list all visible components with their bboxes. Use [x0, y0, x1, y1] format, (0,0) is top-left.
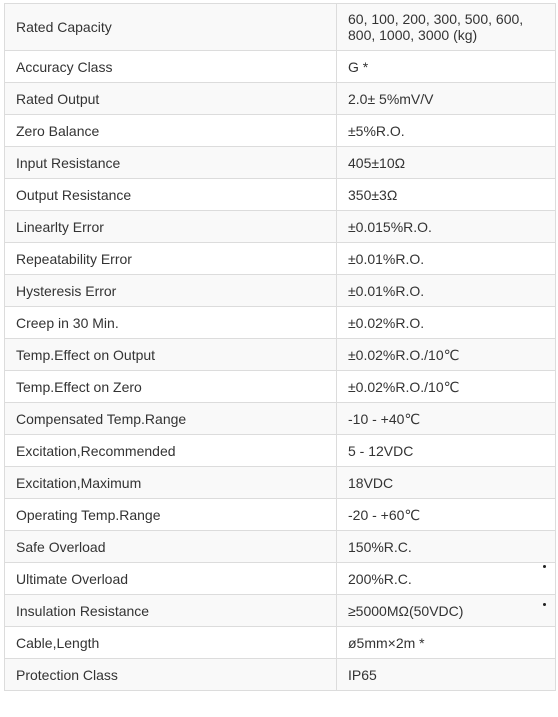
spec-param-label: Excitation,Maximum — [5, 467, 337, 499]
spec-value: 2.0± 5%mV/V — [337, 83, 556, 115]
spec-row-operating-temp-range — [5, 499, 556, 531]
spec-value: 5 - 12VDC — [337, 435, 556, 467]
spec-param-label: Rated Output — [5, 83, 337, 115]
spec-value: 150%R.C. — [337, 531, 556, 563]
spec-param-label: Creep in 30 Min. — [5, 307, 337, 339]
spec-row-ultimate-overload — [5, 563, 556, 595]
spec-param-label: Output Resistance — [5, 179, 337, 211]
spec-param-label: Safe Overload — [5, 531, 337, 563]
spec-value: ≥5000MΩ(50VDC) — [337, 595, 556, 627]
specification-table — [4, 3, 556, 691]
bullet-dot-icon — [543, 603, 546, 606]
spec-value: 405±10Ω — [337, 147, 556, 179]
spec-row-excitation-maximum — [5, 467, 556, 499]
spec-param-label: Compensated Temp.Range — [5, 403, 337, 435]
spec-param-label: Operating Temp.Range — [5, 499, 337, 531]
spec-row-rated-capacity — [5, 4, 556, 51]
spec-value: G * — [337, 51, 556, 83]
spec-row-input-resistance — [5, 147, 556, 179]
spec-value: 18VDC — [337, 467, 556, 499]
spec-row-temp-effect-zero — [5, 371, 556, 403]
spec-value: -20 - +60℃ — [337, 499, 556, 531]
spec-row-output-resistance — [5, 179, 556, 211]
spec-param-label: Temp.Effect on Output — [5, 339, 337, 371]
spec-param-label: Temp.Effect on Zero — [5, 371, 337, 403]
spec-value: ±5%R.O. — [337, 115, 556, 147]
spec-param-label: Accuracy Class — [5, 51, 337, 83]
spec-value: ±0.02%R.O./10℃ — [337, 339, 556, 371]
spec-value: ø5mm×2m * — [337, 627, 556, 659]
spec-row-excitation-recommended — [5, 435, 556, 467]
spec-value: -10 - +40℃ — [337, 403, 556, 435]
spec-param-label: Linearlty Error — [5, 211, 337, 243]
spec-value: ±0.02%R.O./10℃ — [337, 371, 556, 403]
spec-row-insulation-resistance — [5, 595, 556, 627]
spec-row-cable-length — [5, 627, 556, 659]
spec-param-label: Ultimate Overload — [5, 563, 337, 595]
spec-value: ±0.015%R.O. — [337, 211, 556, 243]
spec-param-label: Rated Capacity — [5, 4, 337, 51]
spec-row-linearity-error — [5, 211, 556, 243]
spec-row-rated-output — [5, 83, 556, 115]
spec-param-label: Repeatability Error — [5, 243, 337, 275]
spec-row-safe-overload — [5, 531, 556, 563]
spec-param-label: Zero Balance — [5, 115, 337, 147]
spec-param-label: Protection Class — [5, 659, 337, 691]
spec-param-label: Hysteresis Error — [5, 275, 337, 307]
spec-param-label: Input Resistance — [5, 147, 337, 179]
spec-row-repeatability-error — [5, 243, 556, 275]
spec-row-accuracy-class — [5, 51, 556, 83]
spec-value: 200%R.C. — [337, 563, 556, 595]
spec-row-hysteresis-error — [5, 275, 556, 307]
spec-value: ±0.02%R.O. — [337, 307, 556, 339]
spec-value: 60, 100, 200, 300, 500, 600, 800, 1000, 3000 (kg) — [337, 4, 556, 51]
spec-row-compensated-temp-range — [5, 403, 556, 435]
spec-param-label: Cable,Length — [5, 627, 337, 659]
spec-row-zero-balance — [5, 115, 556, 147]
spec-value: ±0.01%R.O. — [337, 275, 556, 307]
bullet-dot-icon — [543, 565, 546, 568]
specification-table-body — [5, 4, 556, 691]
spec-value: ±0.01%R.O. — [337, 243, 556, 275]
spec-param-label: Insulation Resistance — [5, 595, 337, 627]
spec-row-protection-class — [5, 659, 556, 691]
spec-row-creep — [5, 307, 556, 339]
spec-value: IP65 — [337, 659, 556, 691]
spec-row-temp-effect-output — [5, 339, 556, 371]
spec-param-label: Excitation,Recommended — [5, 435, 337, 467]
spec-value: 350±3Ω — [337, 179, 556, 211]
